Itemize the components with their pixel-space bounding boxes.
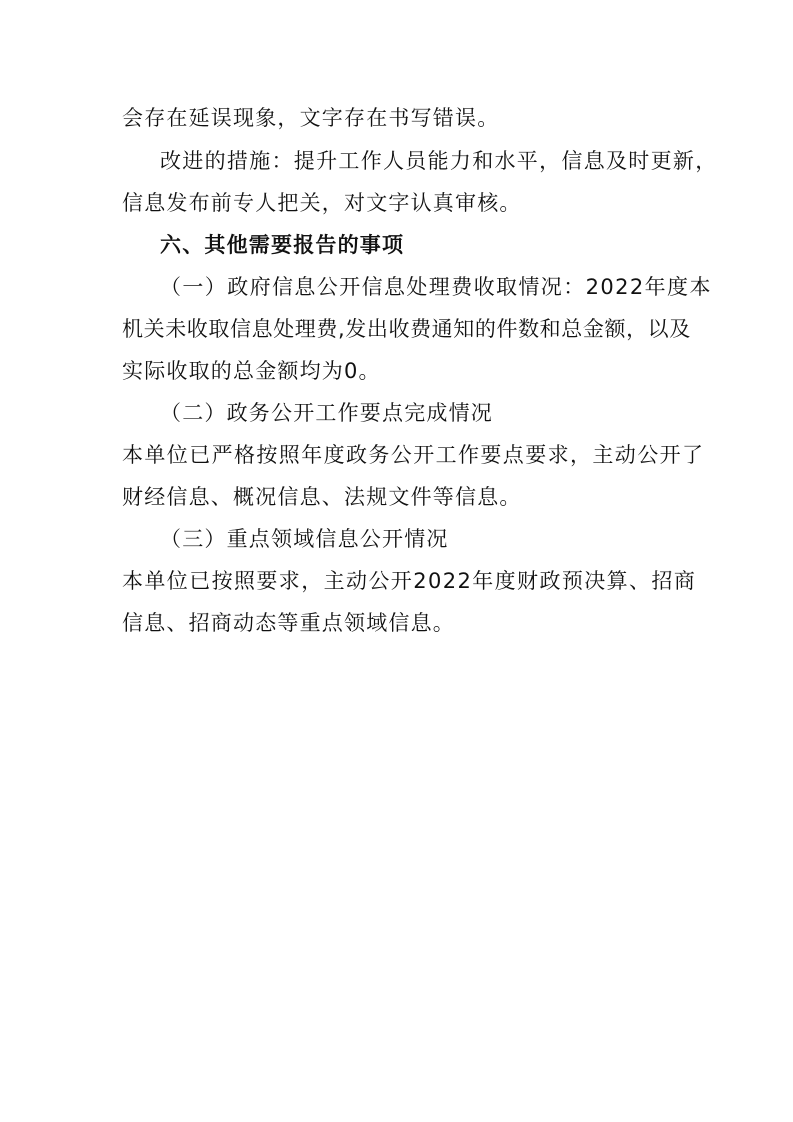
paragraph-line: 实际收取的总金额均为0。: [122, 359, 381, 383]
paragraph-line: 机关未收取信息处理费,发出收费通知的件数和总金额，以及: [122, 317, 691, 341]
paragraph-line: 财经信息、概况信息、法规文件等信息。: [122, 485, 522, 509]
paragraph-line: 信息发布前专人把关，对文字认真审核。: [122, 191, 522, 215]
section-heading: 六、其他需要报告的事项: [160, 233, 405, 257]
paragraph-line: 信息、招商动态等重点领域信息。: [122, 611, 455, 635]
subsection-line: （一）政府信息公开信息处理费收取情况：2022年度本: [160, 275, 712, 299]
subsection-heading: （二）政务公开工作要点完成情况: [160, 401, 493, 425]
paragraph-line: 改进的措施：提升工作人员能力和水平，信息及时更新，: [160, 149, 718, 173]
subsection-heading: （三）重点领域信息公开情况: [160, 527, 449, 551]
paragraph-line: 本单位已按照要求，主动公开2022年度财政预决算、招商: [122, 569, 697, 593]
paragraph-line: 会存在延误现象，文字存在书写错误。: [122, 106, 500, 130]
paragraph-line: 本单位已严格按照年度政务公开工作要点要求，主动公开了: [122, 443, 705, 467]
